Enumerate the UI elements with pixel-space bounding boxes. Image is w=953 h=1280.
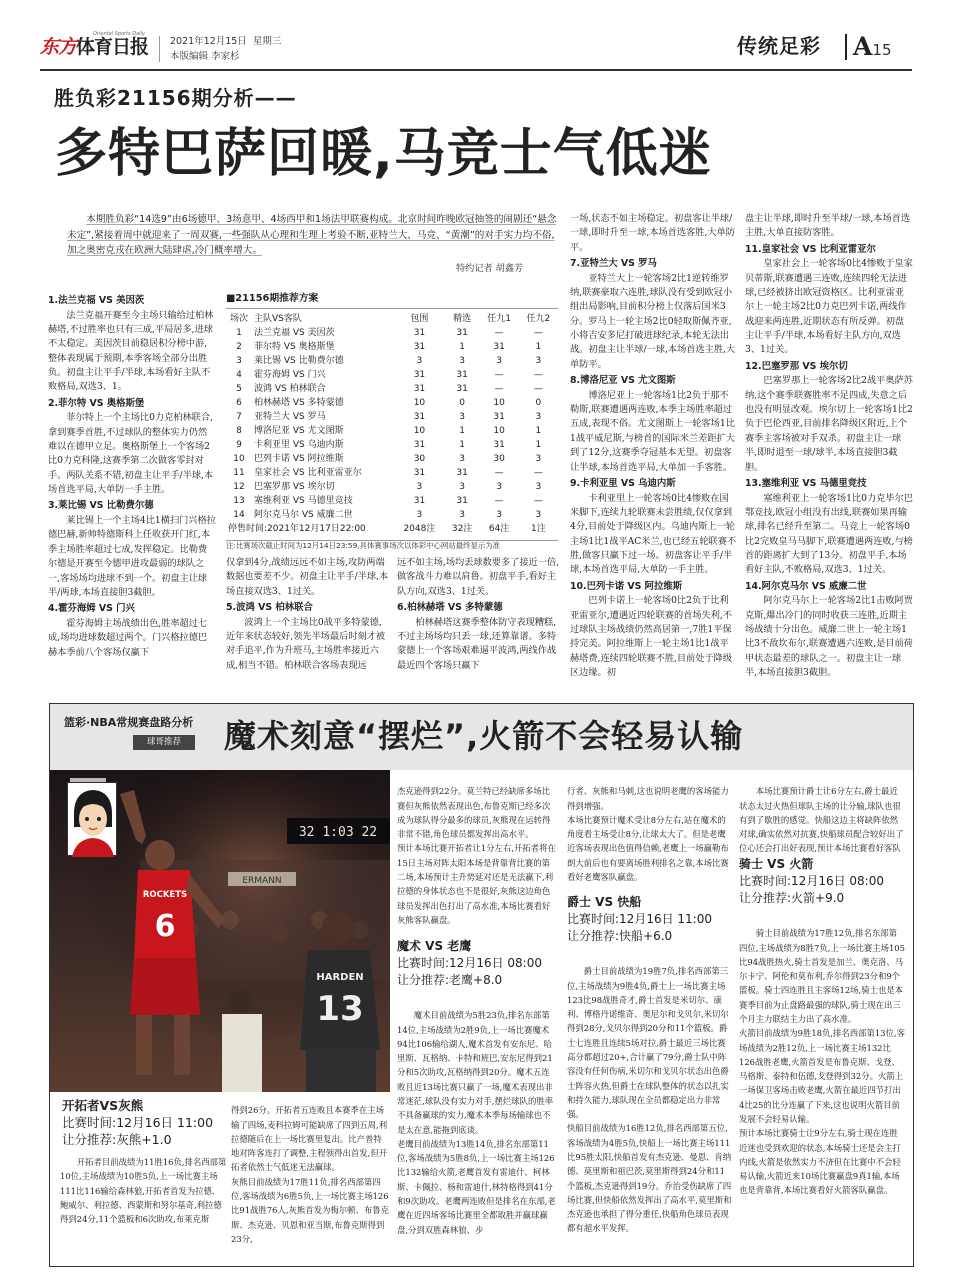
pick-cell: 31	[456, 496, 468, 507]
pick-cell: 31	[456, 468, 468, 479]
nba-column-3-top	[397, 770, 557, 940]
match-number-cell: 10	[233, 454, 245, 465]
table-header-row	[226, 312, 558, 326]
match-paragraph: 一场,状态不如主场稳定。初盘客让半球/一球,即时升至一球,本场首选客胜,大单防平。	[570, 213, 735, 253]
match-paragraph: 亚特兰大上一轮客场2比1逆转维罗纳,联赛豪取六连胜,球队没有受到欧冠小组出局影响,目前积分榜上仅落后国米3分。罗马上一轮主场2比0轻取斯佩齐亚,小将吉安多尼打破进球纪录,本轮无法出战。初盘主让半球/一球,本场首选主胜,大单防平。	[570, 272, 736, 370]
article1-column-3	[397, 556, 560, 690]
match-teams-cell: 莱比锡 VS 比勒费尔德	[254, 356, 344, 367]
pick-cell: 1	[535, 342, 542, 353]
game3-handicap: 让分推荐:快船+6.0	[567, 928, 673, 943]
masthead-divider	[159, 36, 160, 62]
pick-cell: —	[494, 468, 504, 479]
pick-cell: 3	[416, 510, 423, 521]
pick-cell: 3	[496, 356, 502, 367]
article1-column-2	[226, 556, 389, 690]
pick-cell: 10	[413, 398, 426, 409]
game3-body: 爵士目前战绩为19胜7负,排名西部第三位,主场战绩为9胜4负,爵士上一场比赛主场123比98战胜奇才,爵士首发是米切尔、康利、博格丹诺维奇、奥尼尔和戈贝尔,米切尔得到28分,戈贝尔得到20分和11个篮板。爵士七连胜且连续5场对拉,爵士最近三场比赛高分都超过20+,合计赢了79分,爵士队中阵容没有任何伤病,米切尔和戈贝尔状态出色爵士阵容火热,但爵士在球队整体的状态以扎实和持久能力,球队现在全员都稳定出力非常强。 快船目前战绩为16胜12负,排名西部第五位,客场战绩为4胜5负,快船上一场比赛主场111比95胜太阳,快船首发有杰克逊、曼恩、肯纳德、莫里斯和祖巴茨,莫里斯得到24分和11个篮板,杰克逊得到19分。乔治受伤缺席了四场比赛,但快船依然发挥出了高水平,莫里斯和杰克逊也承担了得分重任,快船角色球员表现都有超水平发挥。	[567, 966, 732, 1234]
match-paragraph: 塞维利亚上一轮客场1比0力克毕尔巴鄂竞技,欧冠小组没有出线,联赛如果再输球,排名已经升至第二。马竞上一轮客场0比2完败皇马马脚下,联赛遭遇两连败,与榜首的距离扩大到了13分。初盘平手,本场看好主队,不败格局,双选3、1过关。	[745, 492, 913, 576]
match-teams-cell: 卡利亚里 VS 乌迪内斯	[254, 440, 344, 451]
table-row	[226, 508, 558, 522]
game2-time: 比赛时间:12月16日 08:00	[397, 955, 542, 970]
match-heading: 8.博洛尼亚 VS 尤文图斯	[570, 375, 676, 387]
match-number-cell: 5	[236, 384, 242, 395]
rockets-word: ROCKETS	[142, 890, 188, 900]
pick-cell: 1	[459, 342, 465, 353]
table-title: ■21156期推荐方案	[226, 293, 319, 304]
pick-cell: 3	[459, 356, 465, 367]
nba-column-5-bottom	[739, 912, 905, 1261]
match-number-cell: 7	[236, 412, 242, 423]
pick-cell: 31	[493, 440, 505, 451]
table-row	[226, 396, 558, 410]
table-frame	[226, 308, 558, 541]
page-digits: 15	[872, 41, 892, 59]
pick-cell: 10	[493, 398, 505, 409]
pick-cell: 3	[416, 356, 423, 367]
match-heading: 11.皇家社会 VS 比利亚雷亚尔	[745, 243, 876, 255]
lead-text: 本期胜负彩“14选9”由6场德甲、3场意甲、4场西甲和1场法甲联赛构成。北京时间昨晚欧冠抽签的闹剧还“悬念未定”,紧接着周中就迎来了一周双赛,一些强队从心理和生理上考验不断,亚特兰大、马竞、“黄潮”的对手实力均不俗,加之奥密克戎在欧洲大陆肆虐,冷门概率增大。	[67, 214, 557, 257]
game1-body: 开拓者目前战绩为11胜16负,排名西部第10位,主场战绩为10胜5负,上一场比赛主场111比116输给森林狼,开拓者首发为拉德、鲍威尔、利拉德、西蒙斯和努尔基奇,利拉德得到24分,11个篮板和6次助攻,布莱克斯	[60, 1157, 227, 1225]
header-cell: 包围	[410, 314, 429, 324]
pick-cell: 3	[535, 454, 542, 465]
pick-cell: 3	[496, 482, 502, 493]
nets-jersey-number: 13	[316, 989, 364, 1029]
table-note: 注:比赛场次截止时间为12月14日23:59,具体赛事场次以体彩中心网站最终显示为准	[226, 541, 501, 550]
pick-cell: —	[494, 370, 504, 381]
section-divider	[845, 34, 847, 60]
pick-cell: 3	[459, 510, 465, 521]
match-heading: 6.柏林赫塔 VS 多特蒙德	[397, 602, 503, 614]
nba-headline: 魔术刻意“摆烂”,火箭不会轻易认输	[224, 717, 744, 755]
game4-time: 比赛时间:12月16日 08:00	[739, 873, 884, 888]
game1-body-continued: 得到26分。开拓者五连败且本赛季在主场输了四场,麦科拉姆可能缺席了四到五周,利拉德随后在上一场比赛里复出。比产普特地对阵客连打了调整,主程领得出首发,但开拓者依然士气低迷无法赢球。 灰熊目前战绩为17胜11负,排名西部第四位,客场战绩为6胜5负,上一场比赛主场126比91战胜76人,灰熊首发为梅尔顿、布鲁克斯、杰克逊、贝恩和亚当斯,布鲁克斯得到23分,	[231, 1105, 389, 1244]
pick-cell: 31	[413, 328, 426, 339]
masthead	[0, 0, 953, 78]
header-cell: 场次	[229, 314, 248, 324]
match-teams-cell: 阿尔克马尔 VS 威廉二世	[254, 510, 353, 521]
pick-cell: —	[533, 496, 543, 507]
match-paragraph: 巴列卡诺上一轮客场0比2负于比利亚雷亚尔,遭遇近四轮联赛的首场失利,不过球队主场战绩仍然高居第一,7胜1平保持完美。阿拉维斯上一轮主场1比1战平赫塔费,连续四轮联赛不胜,目前处于降级区边缘。初	[570, 595, 733, 678]
pick-cell: —	[533, 370, 543, 381]
game2-handicap: 让分推荐:老鹰+8.0	[397, 972, 503, 987]
match-teams-cell: 霍芬海姆 VS 门兴	[254, 370, 326, 381]
match-heading: 14.阿尔克马尔 VS 威廉二世	[745, 580, 867, 592]
match-number-cell: 11	[233, 468, 245, 479]
section-title: 传统足彩	[737, 34, 821, 58]
logo-black-part: 体育日报	[76, 36, 149, 58]
nba-game2-block	[397, 938, 560, 988]
editor-line: 本版编辑 李家杉	[170, 51, 240, 62]
pick-cell: 3	[496, 510, 502, 521]
table-row	[226, 452, 558, 466]
pick-cell: 30	[413, 454, 426, 465]
game-photo	[50, 770, 390, 1092]
recommendation-table	[226, 312, 558, 537]
pick-cell: 3	[416, 482, 423, 493]
pick-cell: 31	[413, 412, 426, 423]
pick-cell: 31	[493, 412, 505, 423]
stop-sale-time: 停售时间:2021年12月17日22:00	[228, 524, 366, 535]
nba-column-5-top	[739, 770, 905, 856]
pick-cell: 1	[459, 440, 465, 451]
logo-red-part: 东方	[40, 36, 77, 58]
pick-cell: 1	[459, 426, 465, 437]
pick-cell: —	[533, 328, 543, 339]
table-body	[226, 326, 558, 522]
logo-english: Oriental Sports Daily	[93, 31, 145, 37]
match-heading: 5.波鸿 VS 柏林联合	[226, 602, 313, 614]
match-heading: 10.巴列卡诺 VS 阿拉维斯	[570, 580, 683, 592]
game3-analysis: 本场比赛预计爵士让6分左右,爵士最近状态太过火热但球队主场的让分输,球队也很有到了歇胜的感觉。快船这边主将缺阵依然对球,确实依然对抗赛,快船球员配合较好出了位心还会打出好表现,预计本场比赛看好客队	[739, 786, 904, 854]
match-heading: 7.亚特兰大 VS 罗马	[570, 258, 657, 270]
match-paragraph: 法兰克福开赛至今主场只输给过柏林赫塔,不过胜率也只有三成,平局居多,进球不太稳定。美因茨目前稳居积分榜中游,整体表现属于预期,本季客场全部分出胜负。初盘主让平手/半球,本场看好主队不败格局,双选3、1。	[48, 309, 214, 393]
match-paragraph: 卡利亚里上一轮客场0比4惨败在国米脚下,连续九轮联赛未尝胜绩,仅仅拿到4分,目前处于降级区内。乌迪内斯上一轮主场1比1战平AC米兰,也已经五轮联赛不胜,做客只赢下过一场。初盘客让平手/半球,本场首选平局,大单防一手主胜。	[570, 492, 737, 576]
court-ad-text: ERMANN	[242, 876, 282, 886]
match-number-cell: 8	[236, 426, 242, 437]
game4-title: 骑士 VS 火箭	[739, 857, 814, 871]
table-row	[226, 466, 558, 480]
pick-cell: 31	[456, 370, 468, 381]
pick-cell: 31	[413, 342, 426, 353]
header-cell: 精选	[453, 314, 472, 324]
match-teams-cell: 巴塞罗那 VS 埃尔切	[254, 482, 335, 493]
match-number-cell: 6	[236, 398, 242, 409]
match-number-cell: 1	[236, 328, 242, 339]
table-row	[226, 410, 558, 424]
match-paragraph: 阿尔克马尔上一轮客场2比1击败阿贾克斯,爆出冷门的同时收获三连胜,近期主场战绩十分出色。威廉二世上一轮主场1比3不敌坎布尔,联赛遭遇六连败,是目前荷甲状态最差的球队之一。初盘主让一球半,本场直接胆3截胆。	[745, 595, 913, 678]
match-number-cell: 14	[233, 510, 245, 521]
article1-headline: 多特巴萨回暖,马竞士气低迷	[55, 124, 712, 184]
match-heading: 9.卡利亚里 VS 乌迪内斯	[570, 477, 676, 489]
scoreboard-text: 32 1:03 22	[298, 825, 378, 840]
nba-column-3-bottom	[397, 994, 557, 1261]
issue-date-line	[170, 36, 281, 47]
match-paragraph: 皇家社会上一轮客场0比4惨败于皇家贝蒂斯,联赛遭遇三连败,连续四轮无法进球,已经被挤出欧冠资格区。比利亚雷亚尔上一轮主场2比0力克巴列卡诺,两线作战迎来两连胜,近期状态有所反弹。初盘主让平手/半球,本场看好主队方向,双选3、1过关。	[745, 258, 913, 356]
article1-byline: 特约记者 胡鑫芳	[456, 263, 524, 274]
nba-subtag: 球哥推荐	[133, 735, 195, 750]
table-row	[226, 368, 558, 382]
pick-cell: 31	[413, 496, 426, 507]
game1-title: 开拓者VS灰熊	[62, 1098, 144, 1113]
nba-column-4-bottom	[567, 950, 733, 1261]
match-number-cell: 12	[233, 482, 245, 493]
table-row	[226, 326, 558, 340]
match-teams-cell: 波鸿 VS 柏林联合	[254, 384, 326, 395]
match-heading: 12.巴塞罗那 VS 埃尔切	[745, 360, 848, 372]
footer-cell: 64注	[488, 524, 510, 535]
match-paragraph: 柏林赫塔这赛季整体防守表现糟糕,不过主场场均只丢一球,还算靠谱。多特蒙德上一个客场艰难逼平波鸿,两线作战最近四个客场只赢下	[397, 616, 557, 671]
match-paragraph: 莱比锡上一个主场4比1横扫门兴格拉德巴赫,新帅特德斯科上任收获开门红,本季主场胜率超过七成,发挥稳定。比勒费尔德是开赛至今德甲进攻最弱的球队之一,客场场均进球不到一个。初盘主让球半/两球,本场直接胆3截胆。	[48, 515, 216, 598]
match-paragraph: 博洛尼亚上一轮客场1比2负于那不勒斯,联赛遭遇两连败,本季主场胜率超过五成,表现不俗。尤文图斯上一轮客场1比1战平威尼斯,与榜首的国际米兰差距扩大到了12分,这赛季夺冠基本无望。初盘客让半球,本场首选平局,大单加一手客胜。	[570, 389, 735, 473]
match-heading: 13.塞维利亚 VS 马德里竞技	[745, 477, 867, 489]
table-footer-row	[226, 522, 558, 536]
match-number-cell: 2	[236, 342, 242, 353]
nba-column-1-text	[60, 1155, 228, 1261]
match-paragraph: 波鸿上一个主场比0战平多特蒙德,近年来状态较好,领先半场最后时刻才被对手追平,作为升班马,主场胜率接近六成,相当不错。柏林联合客场表现远	[226, 616, 386, 671]
table-row	[226, 494, 558, 508]
match-teams-cell: 法兰克福 VS 美因茨	[254, 328, 335, 339]
game4-handicap: 让分推荐:火箭+9.0	[739, 890, 845, 905]
pick-cell: 1	[535, 440, 542, 451]
pick-cell: 3	[535, 482, 542, 493]
pick-cell: 31	[456, 384, 468, 395]
match-number-cell: 3	[236, 356, 242, 367]
footer-cell: 32注	[451, 524, 473, 535]
table-row	[226, 354, 558, 368]
nba-game3-block	[567, 894, 733, 944]
game1-analysis: 杰克逊得到22分。莫兰特已经缺席多场比赛但灰熊依然表现出色,布鲁克斯已经多次成为球队得分最多的球员,灰熊现在运转得非常不错,角色球员都发挥出高水平。 预计本场比赛开拓者让1分左右,开拓者将在15日主场对阵太阳本场是背靠背比赛的第二场,本场预计主升势延对还是无法赢下,利拉德的身体状态也不是很好,灰熊这边角色球员发挥出色打出了高水准,本场比赛看好灰熊客队赢盘。	[397, 786, 556, 925]
match-paragraph: 巴塞罗那上一轮客场2比2战平奥萨苏纳,这个赛季联赛胜率不足四成,失意之后也没有明显改观。埃尔切上一轮客场1比2负于巴伦西亚,目前排名降级区附近,上个赛季主客场被对手双杀。初盘主让一球半,即时退至一球/球半,本场直接胆3截胆。	[745, 375, 913, 473]
article1-column-5	[745, 212, 913, 690]
match-paragraph: 仅拿到4分,战绩远远不如主场,攻防两端数据也要差不少。初盘主让平手/半球,本场直接双选3、1过关。	[226, 557, 389, 597]
nba-column-4-top	[567, 770, 733, 888]
pick-cell: 3	[535, 412, 542, 423]
page-letter: A	[853, 32, 873, 61]
pick-cell: 1	[535, 426, 542, 437]
article1-kicker: 胜负彩21156期分析——	[54, 86, 297, 110]
game4-body: 骑士目前战绩为17胜12负,排名东部第四位,主场战绩为8胜7负,上一场比赛主场105比94战胜热火,骑士首发是加兰、奥克洛、马尔卡宁、阿伦和莫布利,乔尔得到23分和9个篮板。骑士四连胜且主客场12场,骑士也是本赛季目前为止盘路最强的球队,骑士现在出三个月主力联结主力出了高水准。 火箭目前战绩为9胜18负,排名西部第13位,客场战绩为2胜12负,上一场比赛主场132比126战胜老鹰,火箭首发是布鲁克斯、戈登、马格斯、泰特和伍德,戈登得到32分。火箭上一场保卫客场击败老鹰,火箭在最近四节打出4比25的比分连赢了下来,这也说明火箭目前发展不会轻易认输。 预计本场比赛骑士让9分左右,骑士现在连胜近迷也受到欢迎的状态,本场骑士还是会主打内线,火箭是依然实力不济但在比赛中不会轻易认输,火箭近来10场比赛赢盘9真1输,本场也是背靠背,本场比赛看好火箭客队赢盘。	[739, 928, 905, 1196]
pick-cell: 31	[413, 384, 426, 395]
article1-column-4	[570, 212, 737, 690]
footer-cell: 1注	[530, 524, 546, 535]
match-teams-cell: 博洛尼亚 VS 尤文图斯	[254, 426, 344, 437]
game1-handicap: 让分推荐:灰熊+1.0	[62, 1131, 172, 1147]
table-row	[226, 424, 558, 438]
match-number-cell: 4	[236, 370, 242, 381]
match-heading: 3.莱比锡 VS 比勒费尔德	[48, 500, 154, 512]
newspaper-logo	[40, 38, 148, 57]
pick-cell: 3	[535, 510, 542, 521]
pick-cell: 10	[413, 426, 426, 437]
header-cell: 任九2	[526, 314, 551, 324]
nets-player-name: HARDEN	[316, 972, 364, 983]
pick-cell: 3	[459, 412, 465, 423]
columnist-avatar	[67, 782, 117, 856]
avatar-icon	[68, 783, 118, 857]
pick-cell: 31	[413, 468, 426, 479]
match-teams-cell: 巴列卡诺 VS 阿拉维斯	[254, 454, 344, 465]
match-number-cell: 9	[236, 440, 242, 451]
match-number-cell: 13	[233, 496, 245, 507]
pick-cell: 30	[493, 454, 505, 465]
table-row	[226, 480, 558, 494]
match-paragraph: 霍芬海姆主场战绩出色,胜率超过七成,场均进球数超过两个。门兴格拉德巴赫本季前八个客场仅赢下	[48, 617, 208, 658]
game3-time: 比赛时间:12月16日 11:00	[567, 911, 712, 926]
article1-column-1	[48, 292, 216, 690]
article1-lead	[67, 212, 560, 259]
table-row	[226, 340, 558, 354]
match-teams-cell: 柏林赫塔 VS 多特蒙德	[254, 398, 344, 409]
pick-cell: 31	[413, 370, 426, 381]
masthead-rule	[40, 69, 912, 71]
match-heading: 1.法兰克福 VS 美因茨	[48, 295, 145, 306]
table-row	[226, 438, 558, 452]
rockets-jersey-number: 6	[154, 909, 176, 944]
match-heading: 4.霍芬海姆 VS 门兴	[48, 603, 135, 615]
game2-analysis: 行者、灰熊和马刺,这也说明老鹰的客场能力得到增强。 本场比赛预计魔术受让8分左右,站在魔术的角度看主场受让8分,让球太大了。但是老鹰近客场表现出色值得信赖,老鹰上一场赢勒布朗大前后也有要离场胜利排名之靠,本场比赛看好老鹰客队赢盘。	[567, 786, 729, 882]
pick-cell: 3	[535, 356, 542, 367]
page-number	[853, 34, 892, 59]
pick-cell: —	[494, 328, 504, 339]
game1-time: 比赛时间:12月16日 11:00	[62, 1114, 214, 1130]
issue-date: 2021年12月15日	[170, 36, 247, 47]
pick-cell: —	[533, 468, 543, 479]
pick-cell: —	[494, 496, 504, 507]
pick-cell: 31	[493, 342, 505, 353]
match-teams-cell: 塞维利亚 VS 马德里竞技	[254, 496, 353, 507]
game3-title: 爵士 VS 快船	[567, 895, 642, 909]
header-cell: 主队VS客队	[254, 314, 302, 324]
nba-column-2-text	[231, 1089, 389, 1261]
game2-body: 魔术目前战绩为5胜23负,排名东部第14位,主场战绩为2胜9负,上一场比赛魔术94比106输给湖人,魔术首发有安东尼、哈里斯、瓦格纳、卡特和班巴,安东尼得到21分和5次助攻,瓦格纳得到20分。魔术五连败且近13场比赛只赢了一场,魔术表现出非常迷茫,球队没有实力对手,摆烂球队的胜率不具备赢球的实力,魔术本季每场输球也不是太在意,能拖到底谈。 老鹰目前战绩为13胜14负,排名东部第11位,客场战绩为5胜8负,上一场比赛主场126比132输给火箭,老鹰首发有雷迪什、柯林斯、卡佩拉、杨和雷迪什,林特格得到41分和9次助攻。老鹰两连败但是排名在东部,老鹰在近四场客场比赛里全都取胜并赢球赢盘,分到双胜森林狼、步	[397, 1010, 556, 1235]
pick-cell: —	[494, 384, 504, 395]
match-heading: 2.菲尔特 VS 奥格斯堡	[48, 397, 145, 409]
pick-cell: 3	[459, 482, 465, 493]
match-paragraph: 远不如主场,场均丢球数要多了接近一倍,做客战斗力难以肩鲁。初盘平手,看好主队方向,双选3、1过关。	[397, 557, 560, 597]
match-teams-cell: 亚特兰大 VS 罗马	[254, 412, 326, 423]
pick-cell: 10	[493, 426, 505, 437]
pick-cell: 31	[456, 328, 468, 339]
match-paragraph: 菲尔特上一个主场比0力克柏林联合,拿到赛季首胜,不过球队的整体实力仍然难以在德甲立足。奥格斯堡上一个客场2比0力克科隆,这赛季第二次做客零封对手。两队关系不错,初盘主让平手/半球,本场首选平局,大单防一手主胜。	[48, 412, 214, 496]
pick-cell: 31	[413, 440, 426, 451]
nba-game4-block	[739, 856, 905, 906]
game2-title: 魔术 VS 老鹰	[397, 939, 472, 953]
footer-cell: 2048注	[403, 524, 436, 535]
match-teams-cell: 菲尔特 VS 奥格斯堡	[254, 342, 335, 353]
pick-cell: 0	[459, 398, 465, 409]
match-paragraph: 盘主让半球,即时升至半球/一球,本场首选主胜,大单直接防客胜。	[745, 213, 911, 239]
nba-tag: 篮彩·NBA常规赛盘路分析	[64, 716, 194, 729]
table-row	[226, 382, 558, 396]
recommendation-table-box	[226, 292, 558, 537]
pick-cell: 0	[535, 398, 542, 409]
issue-weekday: 星期三	[252, 36, 282, 47]
pick-cell: 3	[459, 454, 465, 465]
header-cell: 任九1	[487, 314, 511, 324]
pick-cell: —	[533, 384, 543, 395]
match-teams-cell: 皇家社会 VS 比利亚雷亚尔	[254, 468, 362, 479]
